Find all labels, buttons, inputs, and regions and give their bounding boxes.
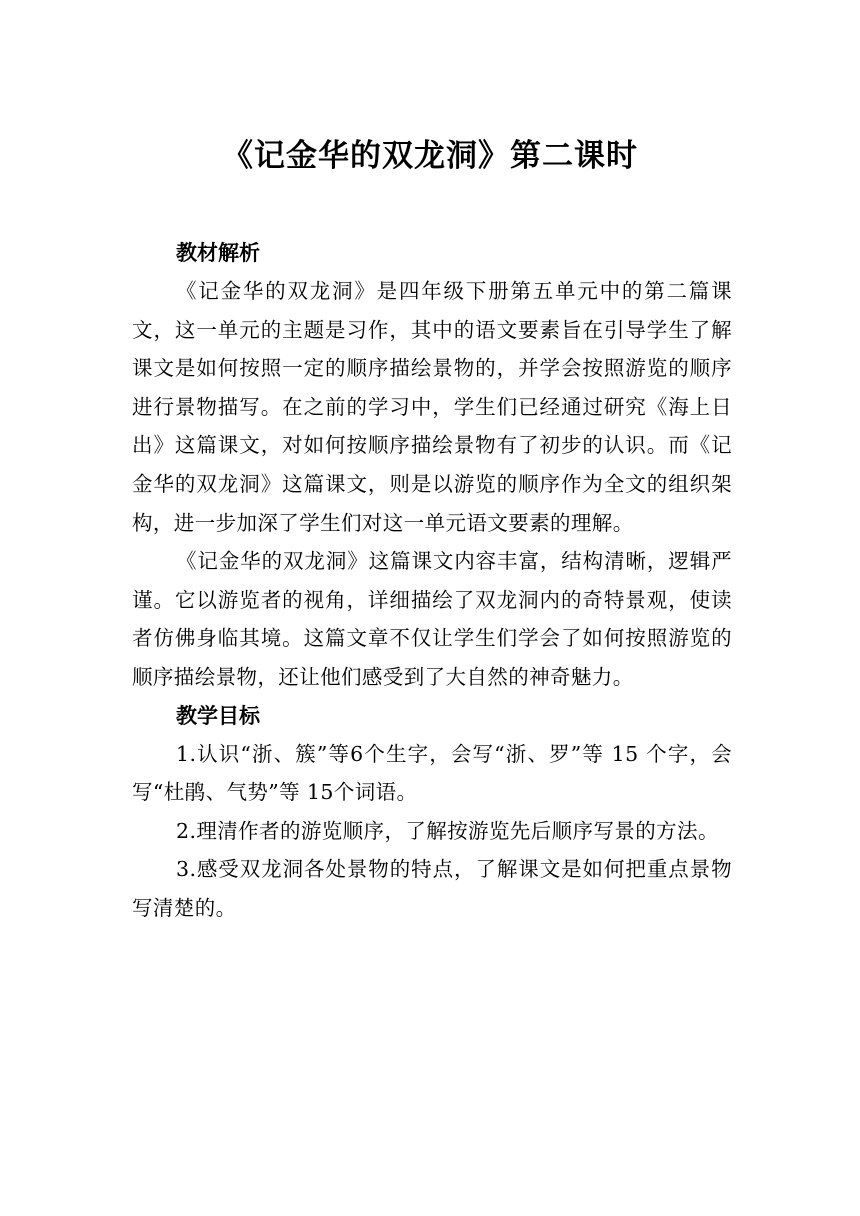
section-heading-objectives: 教学目标	[176, 703, 260, 728]
paragraph: 《记金华的双龙洞》这篇课文内容丰富，结构清晰，逻辑严谨。它以游览者的视角，详细描绘了双龙洞内的奇特景观，使读者仿佛身临其境。这篇文章不仅让学生们学会了如何按照游览的顺序描绘景物，还让他们感受到了大自然的神奇魅力。	[132, 549, 732, 689]
section-heading-materials: 教材解析	[176, 241, 260, 265]
paragraph: 《记金华的双龙洞》是四年级下册第五单元中的第二篇课文，这一单元的主题是习作，其中的语文要素旨在引导学生了解课文是如何按照一定的顺序描绘景物的，并学会按照游览的顺序进行景物描写。在之前的学习中，学生们已经通过研究《海上日出》这篇课文，对如何按顺序描绘景物有了初步的认识。而《记金华的双龙洞》这篇课文，则是以游览的顺序作为全文的组织架构，进一步加深了学生们对这一单元语文要素的理解。	[132, 279, 732, 535]
page-title: 《记金华的双龙洞》第二课时	[222, 138, 638, 174]
document-body	[132, 234, 732, 928]
objective-item: 2.理清作者的游览顺序，了解按游览先后顺序写景的方法。	[176, 818, 719, 843]
objective-item: 1.认识“浙、簇”等6个生字，会写“浙、罗”等 15 个字，会写“杜鹃、气势”等 15个词语。	[132, 741, 732, 805]
objective-item: 3.感受双龙洞各处景物的特点，了解课文是如何把重点景物写清楚的。	[132, 857, 732, 920]
